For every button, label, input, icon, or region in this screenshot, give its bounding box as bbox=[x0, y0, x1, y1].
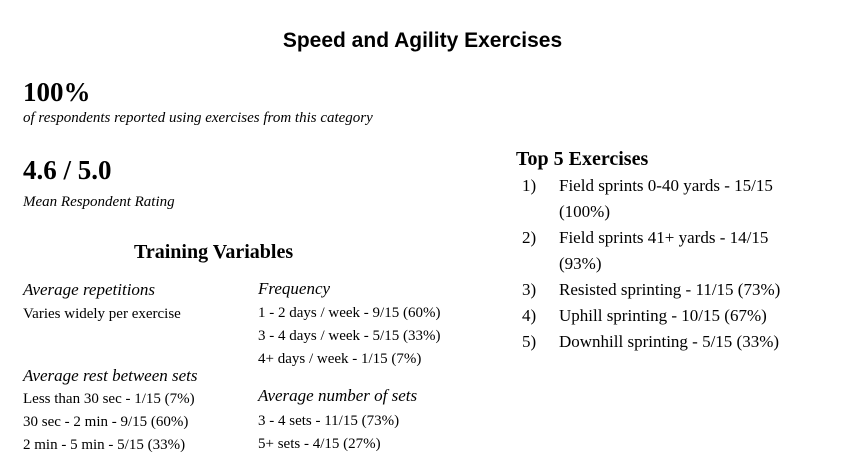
frequency-line: 1 - 2 days / week - 9/15 (60%) bbox=[258, 305, 441, 321]
avg-reps-label: Average repetitions bbox=[23, 280, 156, 299]
page-title: Speed and Agility Exercises bbox=[282, 29, 563, 52]
avg-rest-line: 2 min - 5 min - 5/15 (33%) bbox=[23, 437, 186, 453]
top5-list bbox=[516, 173, 814, 355]
list-item-number: 4) bbox=[522, 306, 537, 325]
frequency-line: 4+ days / week - 1/15 (7%) bbox=[258, 351, 422, 367]
list-item bbox=[516, 173, 814, 225]
avg-sets-line: 3 - 4 sets - 11/15 (73%) bbox=[258, 413, 400, 429]
list-item-number: 3) bbox=[522, 280, 537, 299]
list-item-number: 1) bbox=[522, 176, 537, 195]
frequency-line: 3 - 4 days / week - 5/15 (33%) bbox=[258, 328, 441, 344]
avg-rest-label: Average rest between sets bbox=[23, 366, 198, 385]
list-item-text: Resisted sprinting - 11/15 (73%) bbox=[559, 280, 781, 299]
avg-sets-line: 5+ sets - 4/15 (27%) bbox=[258, 436, 381, 452]
avg-rest-line: Less than 30 sec - 1/15 (7%) bbox=[23, 391, 195, 407]
list-item bbox=[516, 329, 814, 355]
list-item-text: Downhill sprinting - 5/15 (33%) bbox=[559, 332, 780, 351]
list-item bbox=[516, 303, 814, 329]
usage-percent: 100% bbox=[23, 77, 91, 107]
list-item-text: Field sprints 41+ yards - 14/15 (93%) bbox=[559, 228, 769, 273]
avg-reps-line: Varies widely per exercise bbox=[23, 306, 181, 322]
usage-caption: of respondents reported using exercises from this category bbox=[23, 110, 373, 126]
rating-value: 4.6 / 5.0 bbox=[23, 155, 112, 185]
rating-caption: Mean Respondent Rating bbox=[23, 194, 175, 210]
list-item-number: 2) bbox=[522, 228, 537, 247]
training-variables-heading: Training Variables bbox=[134, 241, 294, 263]
avg-sets-label: Average number of sets bbox=[258, 386, 418, 405]
list-item-number: 5) bbox=[522, 332, 537, 351]
list-item-text: Field sprints 0-40 yards - 15/15 (100%) bbox=[559, 176, 773, 221]
top5-heading: Top 5 Exercises bbox=[516, 148, 649, 170]
list-item bbox=[516, 277, 814, 303]
list-item-text: Uphill sprinting - 10/15 (67%) bbox=[559, 306, 767, 325]
list-item bbox=[516, 225, 814, 277]
frequency-label: Frequency bbox=[258, 279, 331, 298]
avg-rest-line: 30 sec - 2 min - 9/15 (60%) bbox=[23, 414, 189, 430]
